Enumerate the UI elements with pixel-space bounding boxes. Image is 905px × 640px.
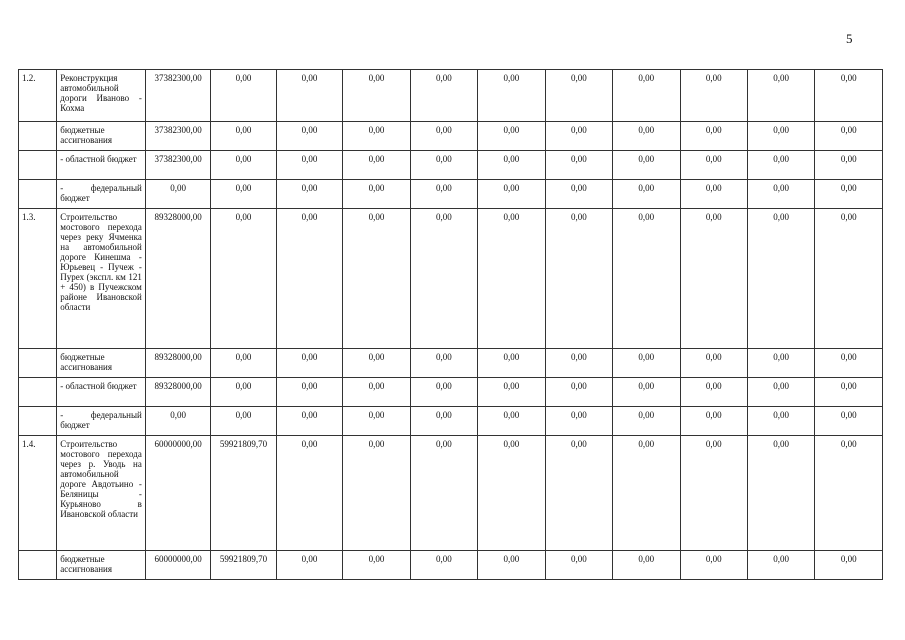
value-cell: 0,00 [211,349,276,378]
value-cell: 0,00 [343,436,410,551]
value-cell: 0,00 [343,180,410,209]
value-cell: 60000000,00 [145,551,210,580]
value-cell: 0,00 [613,378,680,407]
value-cell: 0,00 [343,209,410,349]
value-cell: 0,00 [343,122,410,151]
value-cell: 0,00 [145,407,210,436]
value-cell: 0,00 [747,122,814,151]
value-cell: 0,00 [680,209,747,349]
value-cell: 0,00 [545,378,612,407]
row-name: - областной бюджет [57,378,146,407]
value-cell: 0,00 [410,436,477,551]
value-cell: 0,00 [613,209,680,349]
table-row [19,407,883,436]
row-name: - федеральный бюджет [57,180,146,209]
value-cell: 0,00 [478,122,545,151]
row-number: 1.4. [19,436,57,551]
value-cell: 0,00 [410,551,477,580]
table-row [19,180,883,209]
row-name: Реконструкция автомобильной дороги Иваново - Кохма [57,70,146,122]
table-row [19,378,883,407]
value-cell: 0,00 [276,151,342,180]
value-cell: 0,00 [211,180,276,209]
value-cell: 0,00 [613,436,680,551]
value-cell: 0,00 [478,209,545,349]
value-cell: 0,00 [680,349,747,378]
value-cell: 0,00 [276,407,342,436]
value-cell: 0,00 [211,209,276,349]
value-cell: 0,00 [747,407,814,436]
value-cell: 0,00 [815,349,883,378]
row-name: - федеральный бюджет [57,407,146,436]
value-cell: 0,00 [343,151,410,180]
value-cell: 0,00 [276,70,342,122]
value-cell: 0,00 [613,349,680,378]
table-row [19,209,883,349]
value-cell: 0,00 [343,407,410,436]
value-cell: 0,00 [410,70,477,122]
value-cell: 0,00 [747,349,814,378]
value-cell: 0,00 [410,122,477,151]
value-cell: 0,00 [815,378,883,407]
row-name: бюджетные ассигнования [57,551,146,580]
value-cell: 0,00 [747,209,814,349]
value-cell: 60000000,00 [145,436,210,551]
value-cell: 0,00 [545,436,612,551]
value-cell: 0,00 [276,180,342,209]
value-cell: 0,00 [410,407,477,436]
value-cell: 59921809,70 [211,436,276,551]
value-cell: 0,00 [815,180,883,209]
row-name: бюджетные ассигнования [57,122,146,151]
value-cell: 0,00 [613,407,680,436]
table-row [19,151,883,180]
value-cell: 0,00 [410,349,477,378]
value-cell: 0,00 [276,436,342,551]
value-cell: 37382300,00 [145,151,210,180]
value-cell: 0,00 [815,70,883,122]
value-cell: 0,00 [276,209,342,349]
value-cell: 0,00 [613,551,680,580]
value-cell: 0,00 [343,349,410,378]
value-cell: 0,00 [613,70,680,122]
value-cell: 0,00 [815,436,883,551]
value-cell: 0,00 [613,180,680,209]
value-cell: 0,00 [276,122,342,151]
value-cell: 0,00 [545,122,612,151]
value-cell: 0,00 [276,378,342,407]
value-cell: 0,00 [478,349,545,378]
table-row [19,436,883,551]
value-cell: 0,00 [815,407,883,436]
value-cell: 0,00 [815,551,883,580]
row-number [19,407,57,436]
value-cell: 0,00 [815,151,883,180]
value-cell: 0,00 [145,180,210,209]
row-number [19,180,57,209]
value-cell: 0,00 [410,378,477,407]
value-cell: 0,00 [211,151,276,180]
value-cell: 0,00 [815,209,883,349]
value-cell: 0,00 [478,551,545,580]
value-cell: 37382300,00 [145,70,210,122]
value-cell: 0,00 [545,349,612,378]
value-cell: 89328000,00 [145,349,210,378]
value-cell: 0,00 [478,378,545,407]
value-cell: 0,00 [410,151,477,180]
value-cell: 0,00 [478,407,545,436]
value-cell: 0,00 [545,209,612,349]
value-cell: 0,00 [545,70,612,122]
table-row [19,551,883,580]
value-cell: 0,00 [478,151,545,180]
table-row [19,122,883,151]
value-cell: 0,00 [747,436,814,551]
table-row [19,70,883,122]
row-number [19,122,57,151]
value-cell: 0,00 [410,209,477,349]
value-cell: 0,00 [343,551,410,580]
row-number [19,349,57,378]
value-cell: 37382300,00 [145,122,210,151]
row-number [19,151,57,180]
value-cell: 0,00 [747,378,814,407]
value-cell: 0,00 [211,378,276,407]
value-cell: 0,00 [478,436,545,551]
value-cell: 0,00 [478,180,545,209]
row-number [19,378,57,407]
value-cell: 0,00 [815,122,883,151]
value-cell: 0,00 [613,151,680,180]
value-cell: 0,00 [747,151,814,180]
value-cell: 0,00 [211,70,276,122]
row-number [19,551,57,580]
value-cell: 59921809,70 [211,551,276,580]
table-row [19,349,883,378]
budget-table [18,69,883,580]
row-number: 1.3. [19,209,57,349]
row-number: 1.2. [19,70,57,122]
value-cell: 0,00 [680,436,747,551]
page-number: 5 [846,31,853,46]
value-cell: 0,00 [211,407,276,436]
value-cell: 0,00 [680,551,747,580]
value-cell: 0,00 [343,70,410,122]
value-cell: 0,00 [680,407,747,436]
row-name: - областной бюджет [57,151,146,180]
table-body [19,70,883,580]
value-cell: 0,00 [680,122,747,151]
value-cell: 0,00 [343,378,410,407]
value-cell: 0,00 [545,407,612,436]
value-cell: 0,00 [613,122,680,151]
value-cell: 0,00 [545,551,612,580]
value-cell: 0,00 [276,349,342,378]
value-cell: 0,00 [276,551,342,580]
value-cell: 0,00 [680,180,747,209]
value-cell: 0,00 [680,151,747,180]
row-name: Строительство мостового перехода через реку Ячменка на автомобильной дороге Кинешма - Юрьевец - Пучеж - Пурех (экспл. км 121 + 450) в Пучежском районе Ивановской области [57,209,146,349]
row-name: бюджетные ассигнования [57,349,146,378]
value-cell: 0,00 [545,151,612,180]
value-cell: 0,00 [211,122,276,151]
value-cell: 0,00 [747,180,814,209]
value-cell: 89328000,00 [145,209,210,349]
value-cell: 0,00 [478,70,545,122]
value-cell: 0,00 [680,378,747,407]
value-cell: 0,00 [680,70,747,122]
value-cell: 0,00 [747,70,814,122]
value-cell: 0,00 [545,180,612,209]
value-cell: 0,00 [747,551,814,580]
value-cell: 0,00 [410,180,477,209]
row-name: Строительство мостового перехода через р. Уводь на автомобильной дороге Авдотьино - Беляницы - Курьяново в Ивановской области [57,436,146,551]
value-cell: 89328000,00 [145,378,210,407]
